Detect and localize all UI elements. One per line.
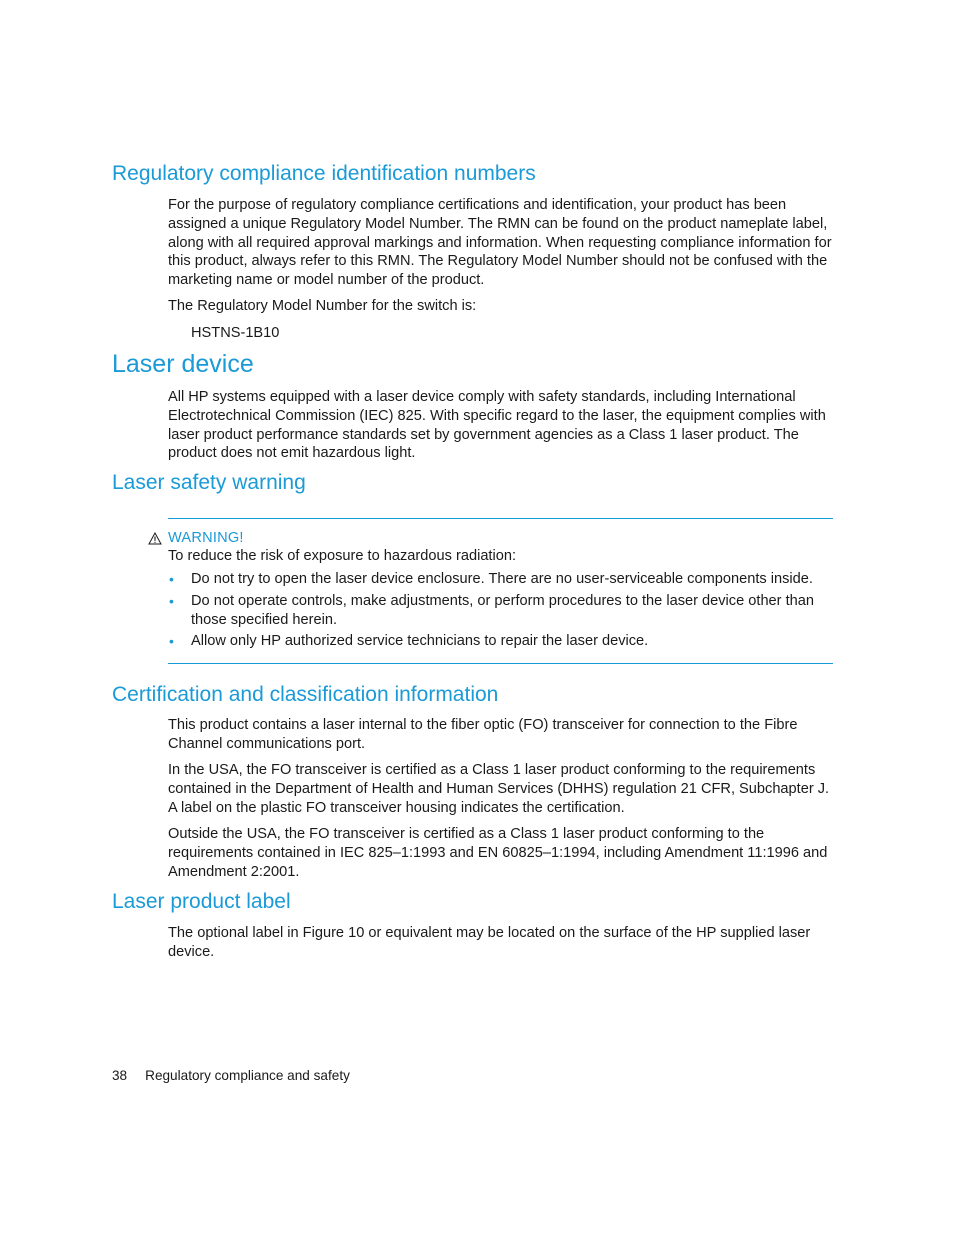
chapter-title: Regulatory compliance and safety bbox=[145, 1068, 350, 1083]
certification-paragraph-2: In the USA, the FO transceiver is certified as a Class 1 laser product conforming to the requirements contained in the Department of Health and Human Services (DHHS) regulation 21 CFR, Subchapter J. A label on the plastic FO transceiver housing indicates the certification. bbox=[168, 762, 830, 816]
bullet-dot: • bbox=[169, 592, 174, 609]
warning-bullet-list bbox=[168, 570, 832, 654]
warning-header bbox=[148, 528, 244, 548]
product-label-paragraph: The optional label in Figure 10 or equivalent may be located on the surface of the HP supplied laser device. bbox=[168, 925, 811, 960]
bullet-text: Allow only HP authorized service technicians to repair the laser device. bbox=[191, 633, 649, 650]
warning-label: WARNING! bbox=[168, 530, 244, 546]
page-footer bbox=[112, 1067, 350, 1085]
laser-device-paragraph: All HP systems equipped with a laser device comply with safety standards, including International Electrotechnical Commission (IEC) 825. With specific regard to the laser, the equipment complies with laser product performance standards set by government agencies as a Class 1 laser product. The product does not emit hazardous light. bbox=[168, 389, 826, 462]
heading-regulatory-compliance-identification-numbers: Regulatory compliance identification numbers bbox=[112, 162, 536, 185]
heading-laser-product-label: Laser product label bbox=[112, 890, 291, 913]
heading-laser-safety-warning: Laser safety warning bbox=[112, 471, 306, 494]
list-item bbox=[168, 632, 832, 651]
regulatory-model-number: HSTNS-1B10 bbox=[191, 325, 280, 341]
bullet-dot: • bbox=[169, 571, 174, 587]
bullet-text: Do not try to open the laser device enclosure. There are no user-serviceable components inside. bbox=[191, 571, 813, 587]
list-item bbox=[168, 570, 832, 589]
page-number: 38 bbox=[112, 1068, 128, 1083]
bullet-dot: • bbox=[169, 633, 174, 650]
rmn-description-paragraph: For the purpose of regulatory compliance certifications and identification, your product has been assigned a unique Regulatory Model Number. The RMN can be found on the product nameplate label, along with all required approval markings and information. When requesting compliance information for this product, always refer to this RMN. The Regulatory Model Number should not be confused with the marketing name or model number of the product. bbox=[168, 197, 832, 289]
heading-certification-and-classification-information: Certification and classification information bbox=[112, 683, 499, 706]
heading-laser-device: Laser device bbox=[112, 350, 254, 378]
warning-triangle-icon bbox=[148, 532, 162, 545]
warning-bottom-rule bbox=[168, 663, 833, 664]
warning-intro: To reduce the risk of exposure to hazardous radiation: bbox=[168, 548, 517, 564]
warning-top-rule bbox=[168, 518, 833, 519]
certification-paragraph-3: Outside the USA, the FO transceiver is certified as a Class 1 laser product conforming to the requirements contained in IEC 825–1:1993 and EN 60825–1:1994, including Amendment 11:1996 and Amendment 2:2001. bbox=[168, 826, 828, 880]
list-item bbox=[168, 592, 832, 630]
certification-paragraph-1: This product contains a laser internal to the fiber optic (FO) transceiver for connection to the Fibre Channel communications port. bbox=[168, 717, 798, 752]
rmn-intro-paragraph: The Regulatory Model Number for the switch is: bbox=[168, 298, 477, 314]
bullet-text: Do not operate controls, make adjustments, or perform procedures to the laser device other than those specified herein. bbox=[191, 592, 814, 628]
